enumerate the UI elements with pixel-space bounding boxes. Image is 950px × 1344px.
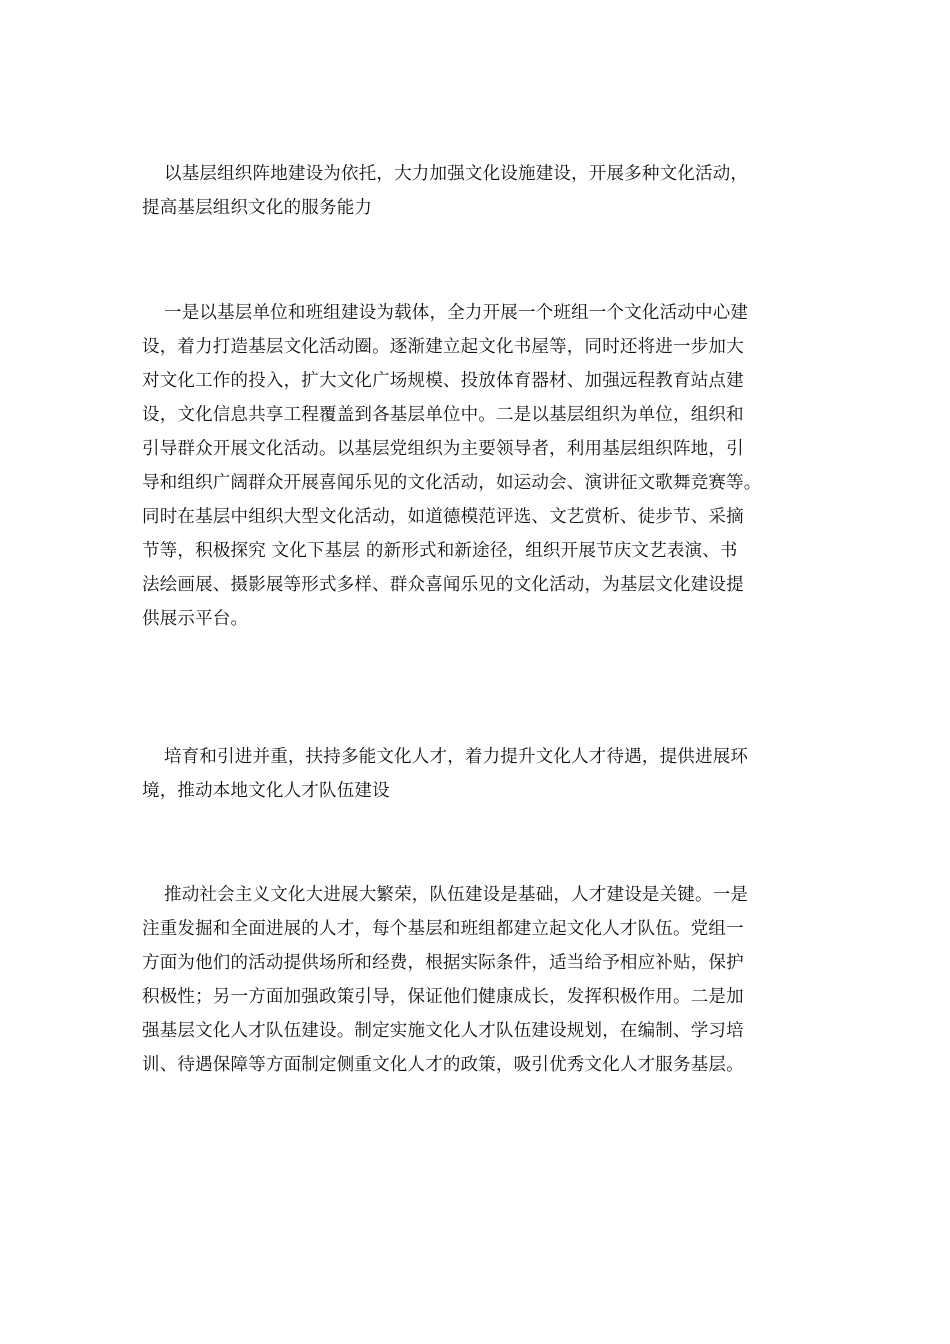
- heading-2-line-1: 培育和引进并重，扶持多能文化人才，着力提升文化人才待遇，提供进展环: [164, 747, 749, 767]
- paragraph-1-line-4: 设，文化信息共享工程覆盖到各基层单位中。二是以基层组织为单位，组织和: [142, 405, 744, 425]
- paragraph-1-line-10: 供展示平台。: [142, 609, 249, 629]
- paragraph-2-line-4: 积极性；另一方面加强政策引导，保证他们健康成长，发挥积极作用。二是加: [142, 987, 744, 1007]
- heading-1-line-1: 以基层组织阵地建设为依托，大力加强文化设施建设，开展多种文化活动，: [164, 164, 749, 184]
- paragraph-1-line-6: 导和组织广阔群众开展喜闻乐见的文化活动，如运动会、演讲征文歌舞竞赛等。: [142, 473, 762, 493]
- paragraph-2-line-6: 训、待遇保障等方面制定侧重文化人才的政策，吸引优秀文化人才服务基层。: [142, 1055, 744, 1075]
- paragraph-2-line-5: 强基层文化人才队伍建设。制定实施文化人才队伍建设规划，在编制、学习培: [142, 1021, 744, 1041]
- heading-1-line-2: 提高基层组织文化的服务能力: [142, 198, 373, 218]
- paragraph-1-line-7: 同时在基层中组织大型文化活动，如道德模范评选、文艺赏析、徒步节、采摘: [142, 507, 744, 527]
- heading-2-line-2: 境，推动本地文化人才队伍建设: [142, 781, 390, 801]
- section-heading-1: [142, 157, 748, 225]
- paragraph-1-line-3: 对文化工作的投入，扩大文化广场规模、投放体育器材、加强远程教育站点建: [142, 371, 744, 391]
- paragraph-1-line-2: 设，着力打造基层文化活动圈。逐渐建立起文化书屋等，同时还将进一步加大: [142, 337, 744, 357]
- paragraph-2-line-1: 推动社会主义文化大进展大繁荣，队伍建设是基础，人才建设是关键。一是: [164, 885, 749, 905]
- paragraph-2: [142, 878, 748, 1082]
- paragraph-1: [142, 296, 762, 636]
- paragraph-1-line-1: 一是以基层单位和班组建设为载体，全力开展一个班组一个文化活动中心建: [164, 303, 749, 323]
- paragraph-1-line-8: 节等，积极探究 文化下基层 的新形式和新途径，组织开展节庆文艺表演、书: [142, 541, 738, 561]
- paragraph-2-line-2: 注重发掘和全面进展的人才，每个基层和班组都建立起文化人才队伍。党组一: [142, 919, 744, 939]
- paragraph-1-line-9: 法绘画展、摄影展等形式多样、群众喜闻乐见的文化活动，为基层文化建设提: [142, 575, 744, 595]
- paragraph-1-line-5: 引导群众开展文化活动。以基层党组织为主要领导者，利用基层组织阵地，引: [142, 439, 744, 459]
- paragraph-2-line-3: 方面为他们的活动提供场所和经费，根据实际条件，适当给予相应补贴，保护: [142, 953, 744, 973]
- section-heading-2: [142, 740, 748, 808]
